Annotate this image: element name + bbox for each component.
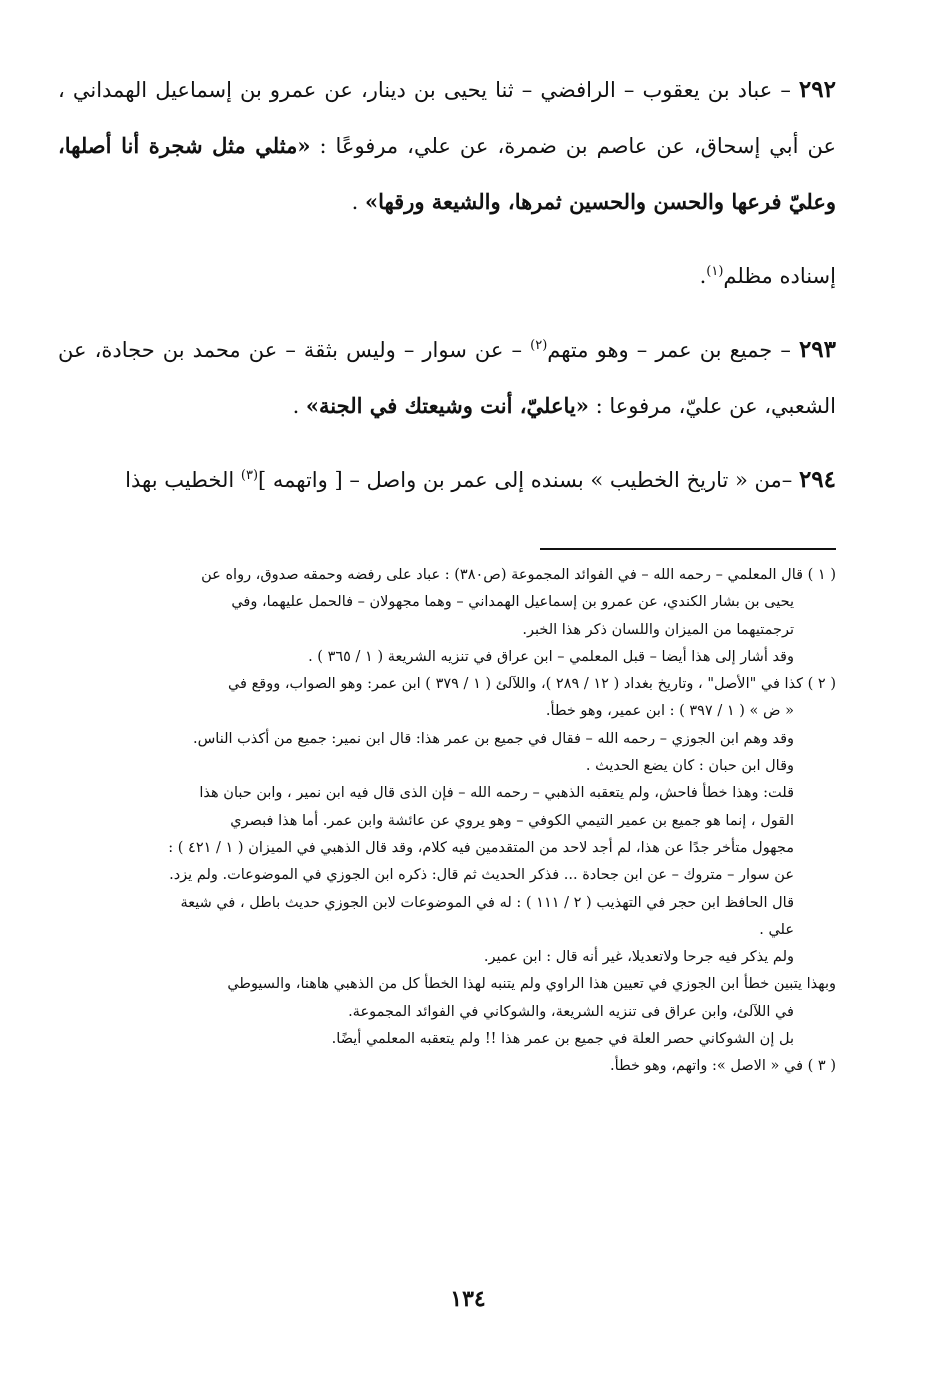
hadith-quote: «ياعليّ، أنت وشيعتك في الجنة» xyxy=(305,393,589,418)
entry-293 xyxy=(58,322,836,434)
footnote-divider xyxy=(540,548,836,550)
entry-text: من « تاريخ الخطيب » بسنده إلى عمر بن واصل – [ واتهمه ] xyxy=(258,468,782,492)
entry-end: . xyxy=(351,190,365,214)
footnote-line: بل إن الشوكاني حصر العلة في جميع بن عمر هذا !! ولم يتعقبه المعلمي أيضًا. xyxy=(331,1031,794,1048)
entry-292 xyxy=(58,62,836,230)
entry-number: ٢٩٢ xyxy=(798,76,836,103)
footnote-ref: (٢) xyxy=(530,338,548,353)
entry-text: جميع بن عمر – وهو متهم xyxy=(547,338,773,362)
entry-end: . xyxy=(292,394,306,418)
footnote-line: قلت: وهذا خطأ فاحش، ولم يتعقبه الذهبي – رحمه الله – فإن الذى قال فيه ابن نمير ، وابن حبان هذا xyxy=(199,785,794,802)
page-number: ١٣٤ xyxy=(450,1286,486,1312)
hadith-quote: «مثلي مثل شجرة أنا أصلها، وعليّ فرعها والحسن والحسين ثمرها، والشيعة ورقها» xyxy=(58,133,836,214)
footnote-line: قال الحافظ ابن حجر في التهذيب ( ٢ / ١١١ ) : له في الموضوعات لابن الجوزي حديث باطل ، في شيعة xyxy=(180,894,794,911)
footnote-line: ولم يذكر فيه جرحا ولاتعديلا، غير أنه قال : ابن عمير. xyxy=(483,949,794,966)
entry-number: ٢٩٤ xyxy=(798,466,836,493)
footnote-line: يحيى بن بشار الكندي، عن عمرو بن إسماعيل الهمداني – وهما مجهولان – فالحمل عليهما، وفي xyxy=(231,594,794,611)
entry-separator: – xyxy=(772,78,799,102)
entry-number: ٢٩٣ xyxy=(798,336,836,363)
footnote-line: ترجمتيهما من الميزان واللسان ذكر هذا الخبر. xyxy=(522,621,794,638)
footnote-line: مجهول متأخر جدًا عن هذا، لم أجد لاحد من المتقدمين فيه كلام، وقد قال الذهبي في الميزان ( ١ / ٤٢١ ) : xyxy=(168,839,794,856)
main-text xyxy=(58,62,836,508)
footnote-line: ( ١ ) قال المعلمي – رحمه الله – في الفوائد المجموعة (ص٣٨٠) : عباد على رفضه وحمقه صدوق، رواه عن xyxy=(201,567,836,583)
footnote-line: وقد وهم ابن الجوزي – رحمه الله – فقال في جميع بن عمر هذا: قال ابن نمير: جميع من أكذب الناس. xyxy=(192,730,794,747)
verdict-end: . xyxy=(699,264,707,288)
footnote-line: في اللآلئ، وابن عراق فى تنزيه الشريعة، والشوكاني في الفوائد المجموعة. xyxy=(348,1003,794,1020)
footnote-line: القول ، إنما هو جميع بن عمير التيمي الكوفي – وهو يروي عن عائشة وابن عمر. أما هذا فبصري xyxy=(230,812,794,829)
footnote-line: وبهذا يتبين خطأ ابن الجوزي في تعيين هذا الراوي ولم يتنبه لهذا الخطأ كل من الذهبي هاهنا، والسيوطي xyxy=(227,976,836,993)
footnote-line: ( ٣ ) في « الاصل »: واتهم، وهو خطأ. xyxy=(610,1058,836,1075)
entry-text-continued: – عن سوار – وليس بثقة – عن محمد بن حجادة، عن الشعبي، عن عليّ، مرفوعا : xyxy=(58,338,836,418)
entry-separator: – xyxy=(781,468,799,492)
footnote-line: عن سوار – متروك – عن ابن جحادة ... فذكر الحديث ثم قال: ذكره ابن الجوزي في الموضوعات. ولم يزد. xyxy=(169,867,794,884)
entry-text: عباد بن يعقوب – الرافضي – ثنا يحيى بن دينار، عن عمرو بن إسماعيل الهمداني ، عن أبي إسحاق، عن عاصم بن ضمرة، عن علي، مرفوعًا : xyxy=(58,78,836,158)
entry-294 xyxy=(58,452,836,508)
footnote-line: « ض » ( ١ / ٣٩٧ ) : ابن عمير، وهو خطأ. xyxy=(545,703,794,720)
entry-separator: – xyxy=(772,338,799,362)
footnote-line: وقد أشار إلى هذا أيضا – قبل المعلمي – ابن عراق في تنزيه الشريعة ( ١ / ٣٦٥ ) . xyxy=(308,648,794,665)
entry-text-continued: الخطيب بهذا xyxy=(125,468,241,492)
footnote-ref: (١) xyxy=(706,264,724,279)
footnote-line: علي . xyxy=(759,921,794,938)
footnote-line: وقال ابن حبان : كان يضع الحديث . xyxy=(585,758,794,775)
footnote-line: ( ٢ ) كذا في "الأصل" ، وتاريخ بغداد ( ١٢ / ٢٨٩ )، واللآلئ ( ١ / ٣٧٩ ) ابن عمر: وهو الصواب، ووقع في xyxy=(227,676,836,693)
footnotes xyxy=(58,562,836,1081)
footnote-ref: (٣) xyxy=(240,468,259,483)
verdict-292 xyxy=(58,248,836,304)
verdict-text: إسناده مظلم xyxy=(723,264,836,288)
